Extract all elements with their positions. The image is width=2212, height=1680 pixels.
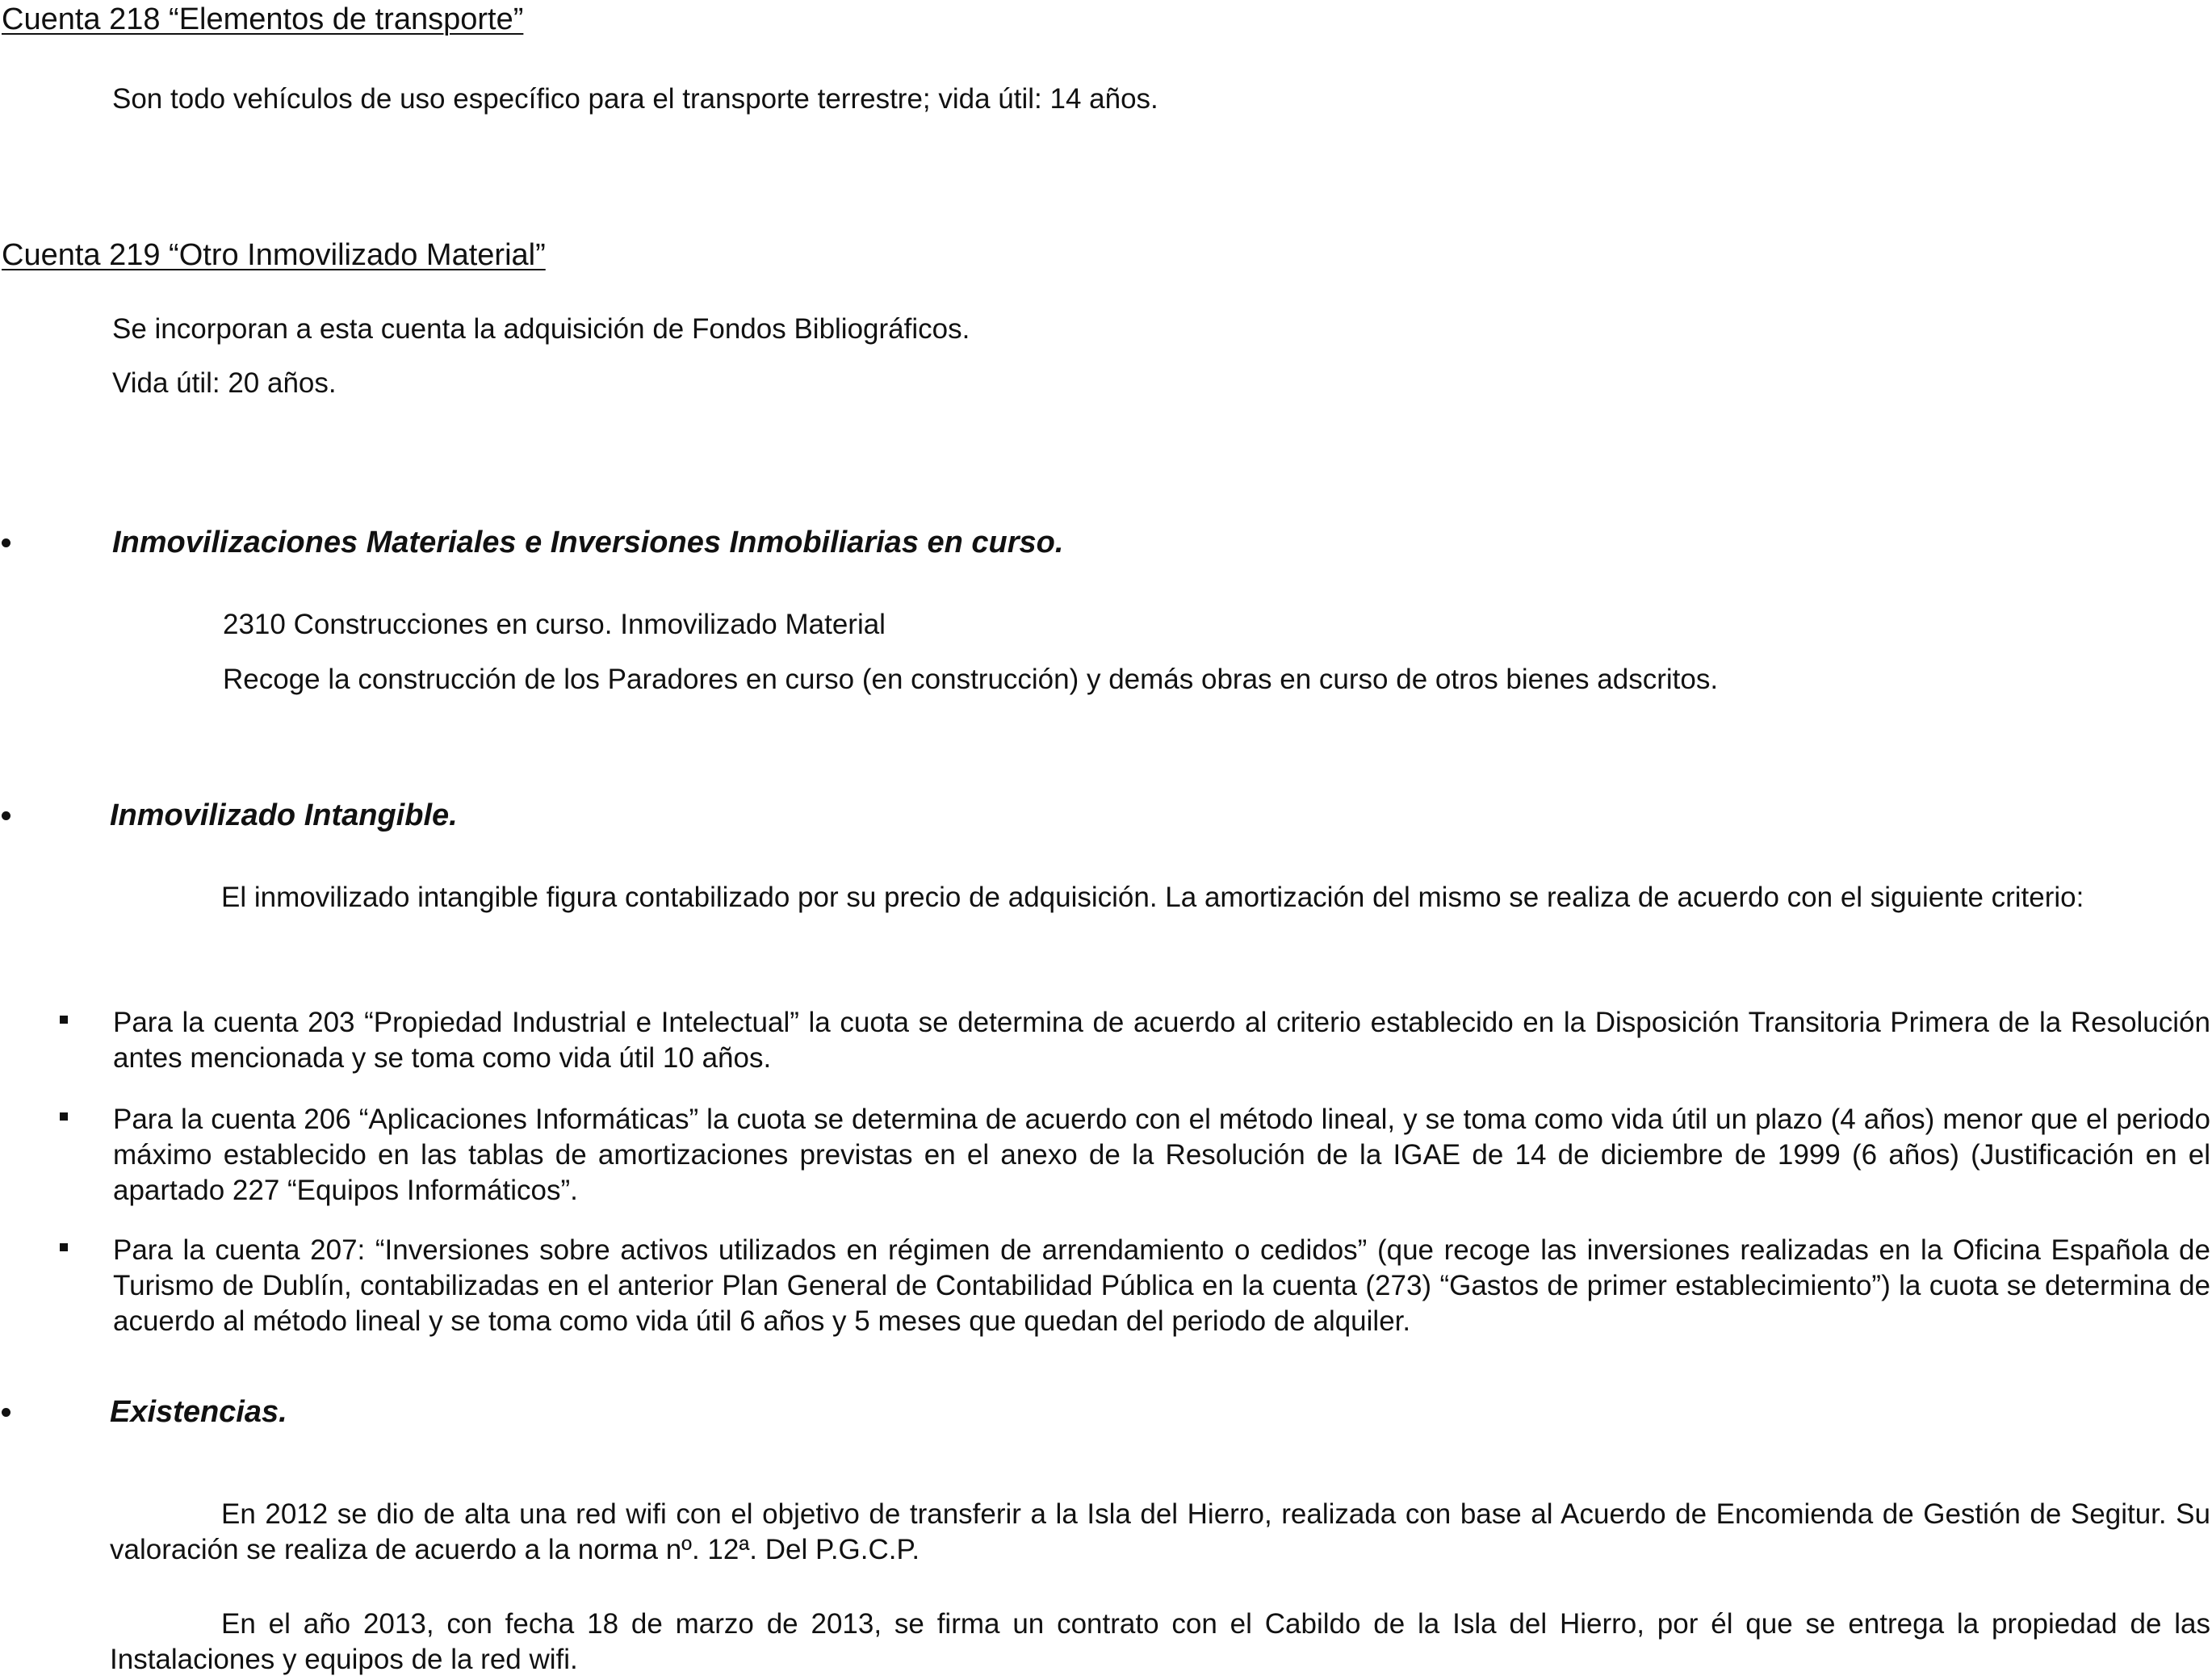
intangible-item-206: Para la cuenta 206 “Aplicaciones Informáticas” la cuota se determina de acuerdo con el método lineal, y se toma como vida útil un plazo (4 años) menor que el periodo máximo establecido en las tablas de amortizaciones previstas en el anexo de la Resolución de la IGAE de 14 de diciembre de 1999 (6 años) (Justificación en el apartado 227 “Equipos Informáticos”.	[113, 1104, 2210, 1206]
intangible-item-207: Para la cuenta 207: “Inversiones sobre activos utilizados en régimen de arrendamiento o cedidos” (que recoge las inversiones realizadas en la Oficina Española de Turismo de Dublín, contabilizadas en el anterior Plan General de Contabilidad Pública en la cuenta (273) “Gastos de primer establecimiento”) la cuota se determina de acuerdo al método lineal y se toma como vida útil 6 años y 5 meses que quedan del periodo de alquiler.	[113, 1234, 2210, 1337]
heading-cuenta-219: Cuenta 219 “Otro Inmovilizado Material”	[2, 238, 546, 272]
intangible-item-203: Para la cuenta 203 “Propiedad Industrial e Intelectual” la cuota se determina de acuerdo al criterio establecido en la Disposición Transitoria Primera de la Resolución antes mencionada y se toma como vida útil 10 años.	[113, 1007, 2210, 1074]
inmov-curso-line2: Recoge la construcción de los Paradores en curso (en construcción) y demás obras en curso de otros bienes adscritos.	[223, 664, 1719, 695]
inmov-curso-line1: 2310 Construcciones en curso. Inmovilizado Material	[223, 609, 886, 640]
square-bullet	[60, 1243, 68, 1251]
cuenta-219-line1: Se incorporan a esta cuenta la adquisición de Fondos Bibliográficos.	[112, 313, 970, 345]
intangible-intro-text: El inmovilizado intangible figura contabilizado por su precio de adquisición. La amortización del mismo se realiza de acuerdo con el siguiente criterio:	[221, 882, 2084, 913]
intangible-intro	[110, 880, 2210, 915]
cuenta-218-text: Son todo vehículos de uso específico para el transporte terrestre; vida útil: 14 años.	[112, 83, 1158, 115]
square-bullet	[60, 1112, 68, 1121]
section-title-existencias: Existencias.	[110, 1395, 287, 1429]
existencias-para1-text: En 2012 se dio de alta una red wifi con el objetivo de transferir a la Isla del Hierro, realizada con base al Acuerdo de Encomienda de Gestión de Segitur. Su valoración se realiza de acuerdo a la norma nº. 12ª. Del P.G.C.P.	[110, 1498, 2210, 1565]
existencias-para2-text: En el año 2013, con fecha 18 de marzo de 2013, se firma un contrato con el Cabildo de la Isla del Hierro, por él que se entrega la propiedad de las Instalaciones y equipos de la red wifi.	[110, 1608, 2210, 1675]
cuenta-219-line2: Vida útil: 20 años.	[112, 367, 337, 399]
existencias-para1	[110, 1497, 2210, 1568]
heading-cuenta-218: Cuenta 218 “Elementos de transporte”	[2, 2, 524, 36]
bullet-dot	[2, 1408, 10, 1417]
square-bullet	[60, 1016, 68, 1024]
section-title-intangible: Inmovilizado Intangible.	[110, 798, 458, 832]
bullet-dot	[2, 811, 10, 820]
section-title-inmovilizaciones-curso: Inmovilizaciones Materiales e Inversiones Inmobiliarias en curso.	[112, 526, 1064, 559]
bullet-dot	[2, 538, 10, 547]
existencias-para2	[110, 1607, 2210, 1678]
